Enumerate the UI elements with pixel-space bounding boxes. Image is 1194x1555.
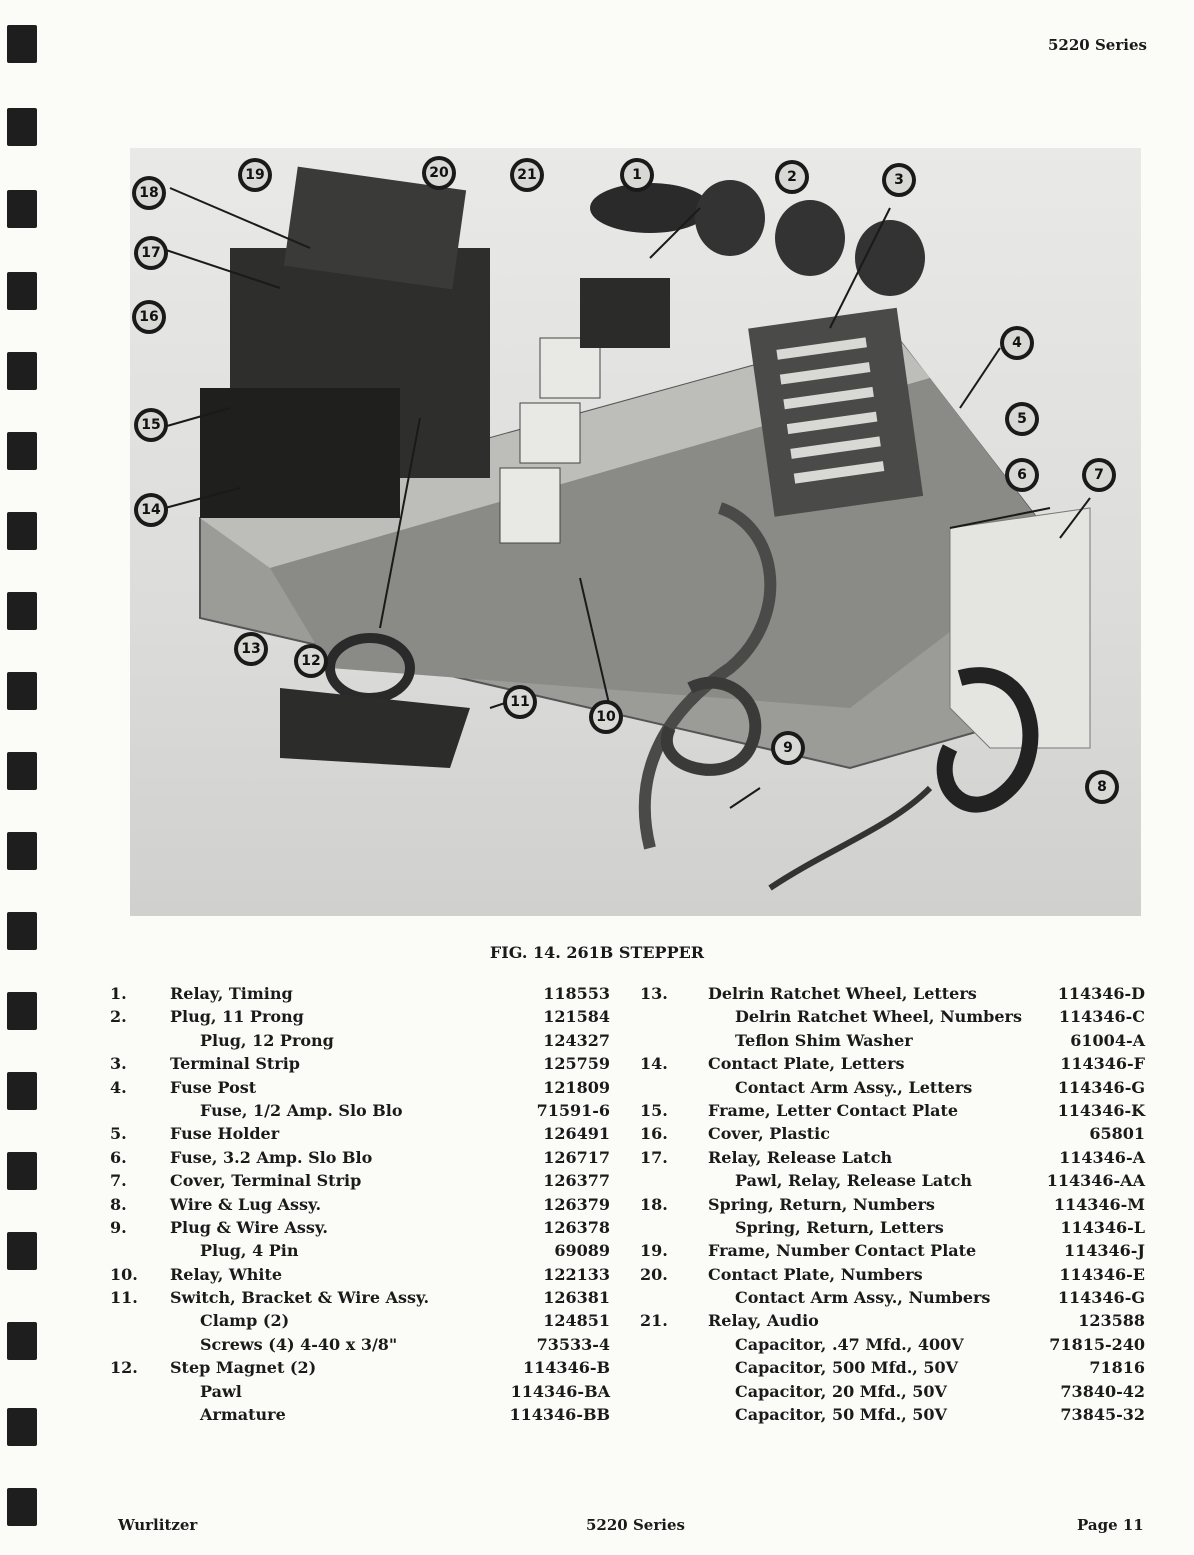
callout-11: 11 xyxy=(503,685,537,719)
callout-2: 2 xyxy=(775,160,809,194)
list-item: Clamp (2) 124851 xyxy=(200,1311,610,1331)
footer-series: 5220 Series xyxy=(586,1516,685,1534)
callout-18: 18 xyxy=(132,176,166,210)
binder-hole xyxy=(7,1072,37,1110)
binder-hole xyxy=(7,752,37,790)
list-item: 6. Fuse, 3.2 Amp. Slo Blo 126717 xyxy=(110,1147,610,1167)
list-item: Pawl 114346-BA xyxy=(200,1381,610,1401)
callout-10: 10 xyxy=(589,700,623,734)
callout-19: 19 xyxy=(238,158,272,192)
list-item: Delrin Ratchet Wheel, Numbers 114346-C xyxy=(735,1007,1145,1027)
callout-8: 8 xyxy=(1085,770,1119,804)
list-item: Pawl, Relay, Release Latch 114346-AA xyxy=(735,1171,1145,1191)
list-item: 12. Step Magnet (2) 114346-B xyxy=(110,1358,610,1378)
binder-hole xyxy=(7,432,37,470)
list-item: 15. Frame, Letter Contact Plate 114346-K xyxy=(640,1100,1145,1120)
list-item: Spring, Return, Letters 114346-L xyxy=(735,1217,1145,1237)
list-item: 14. Contact Plate, Letters 114346-F xyxy=(640,1054,1145,1074)
list-item: Plug, 4 Pin 69089 xyxy=(200,1241,610,1261)
callout-16: 16 xyxy=(132,300,166,334)
callout-6: 6 xyxy=(1005,458,1039,492)
callout-13: 13 xyxy=(234,632,268,666)
binder-hole xyxy=(7,25,37,63)
list-item: 20. Contact Plate, Numbers 114346-E xyxy=(640,1264,1145,1284)
footer-brand: Wurlitzer xyxy=(118,1516,198,1534)
header-series: 5220 Series xyxy=(1048,36,1147,54)
callout-21: 21 xyxy=(510,158,544,192)
list-item: 2. Plug, 11 Prong 121584 xyxy=(110,1007,610,1027)
list-item: Capacitor, 20 Mfd., 50V 73840-42 xyxy=(735,1381,1145,1401)
callout-12: 12 xyxy=(294,644,328,678)
binder-hole xyxy=(7,992,37,1030)
stepper-illustration xyxy=(130,148,1141,916)
binder-hole xyxy=(7,1232,37,1270)
parts-list-right xyxy=(640,982,1145,1426)
list-item: Screws (4) 4-40 x 3/8" 73533-4 xyxy=(200,1334,610,1354)
binder-hole xyxy=(7,108,37,146)
binder-hole xyxy=(7,1488,37,1526)
list-item: 4. Fuse Post 121809 xyxy=(110,1077,610,1097)
list-item: 16. Cover, Plastic 65801 xyxy=(640,1124,1145,1144)
callout-1: 1 xyxy=(620,158,654,192)
list-item: Contact Arm Assy., Numbers 114346-G xyxy=(735,1288,1145,1308)
list-item: 19. Frame, Number Contact Plate 114346-J xyxy=(640,1241,1145,1261)
binder-hole xyxy=(7,190,37,228)
parts-list-left xyxy=(110,982,610,1426)
list-item: 9. Plug & Wire Assy. 126378 xyxy=(110,1217,610,1237)
list-item: Capacitor, 50 Mfd., 50V 73845-32 xyxy=(735,1405,1145,1425)
list-item: 7. Cover, Terminal Strip 126377 xyxy=(110,1171,610,1191)
callout-3: 3 xyxy=(882,163,916,197)
list-item: 18. Spring, Return, Numbers 114346-M xyxy=(640,1194,1145,1214)
callout-9: 9 xyxy=(771,731,805,765)
list-item: Teflon Shim Washer 61004-A xyxy=(735,1030,1145,1050)
callout-5: 5 xyxy=(1005,402,1039,436)
list-item: 5. Fuse Holder 126491 xyxy=(110,1124,610,1144)
binder-hole xyxy=(7,512,37,550)
list-item: 8. Wire & Lug Assy. 126379 xyxy=(110,1194,610,1214)
binder-hole xyxy=(7,672,37,710)
binder-hole xyxy=(7,592,37,630)
list-item: 13. Delrin Ratchet Wheel, Letters 114346-D xyxy=(640,984,1145,1003)
page-number: Page 11 xyxy=(1077,1516,1144,1534)
binder-hole xyxy=(7,1408,37,1446)
callout-17: 17 xyxy=(134,236,168,270)
callout-15: 15 xyxy=(134,408,168,442)
list-item: 17. Relay, Release Latch 114346-A xyxy=(640,1147,1145,1167)
list-item: 10. Relay, White 122133 xyxy=(110,1264,610,1284)
callout-4: 4 xyxy=(1000,326,1034,360)
binder-hole xyxy=(7,832,37,870)
stepper-photo xyxy=(130,148,1141,916)
binder-hole xyxy=(7,1152,37,1190)
figure-caption: FIG. 14. 261B STEPPER xyxy=(489,943,705,962)
binder-hole xyxy=(7,1322,37,1360)
callout-20: 20 xyxy=(422,156,456,190)
list-item: 3. Terminal Strip 125759 xyxy=(110,1054,610,1074)
callout-7: 7 xyxy=(1082,458,1116,492)
list-item: Armature 114346-BB xyxy=(200,1405,610,1425)
list-item: 21. Relay, Audio 123588 xyxy=(640,1311,1145,1331)
list-item: 11. Switch, Bracket & Wire Assy. 126381 xyxy=(110,1288,610,1308)
list-item: Plug, 12 Prong 124327 xyxy=(200,1030,610,1050)
binder-hole xyxy=(7,272,37,310)
list-item: Capacitor, 500 Mfd., 50V 71816 xyxy=(735,1358,1145,1378)
binder-hole xyxy=(7,352,37,390)
list-item: Contact Arm Assy., Letters 114346-G xyxy=(735,1077,1145,1097)
list-item: Capacitor, .47 Mfd., 400V 71815-240 xyxy=(735,1334,1145,1354)
callout-14: 14 xyxy=(134,493,168,527)
list-item: 1. Relay, Timing 118553 xyxy=(110,984,610,1003)
list-item: Fuse, 1/2 Amp. Slo Blo 71591-6 xyxy=(200,1100,610,1120)
